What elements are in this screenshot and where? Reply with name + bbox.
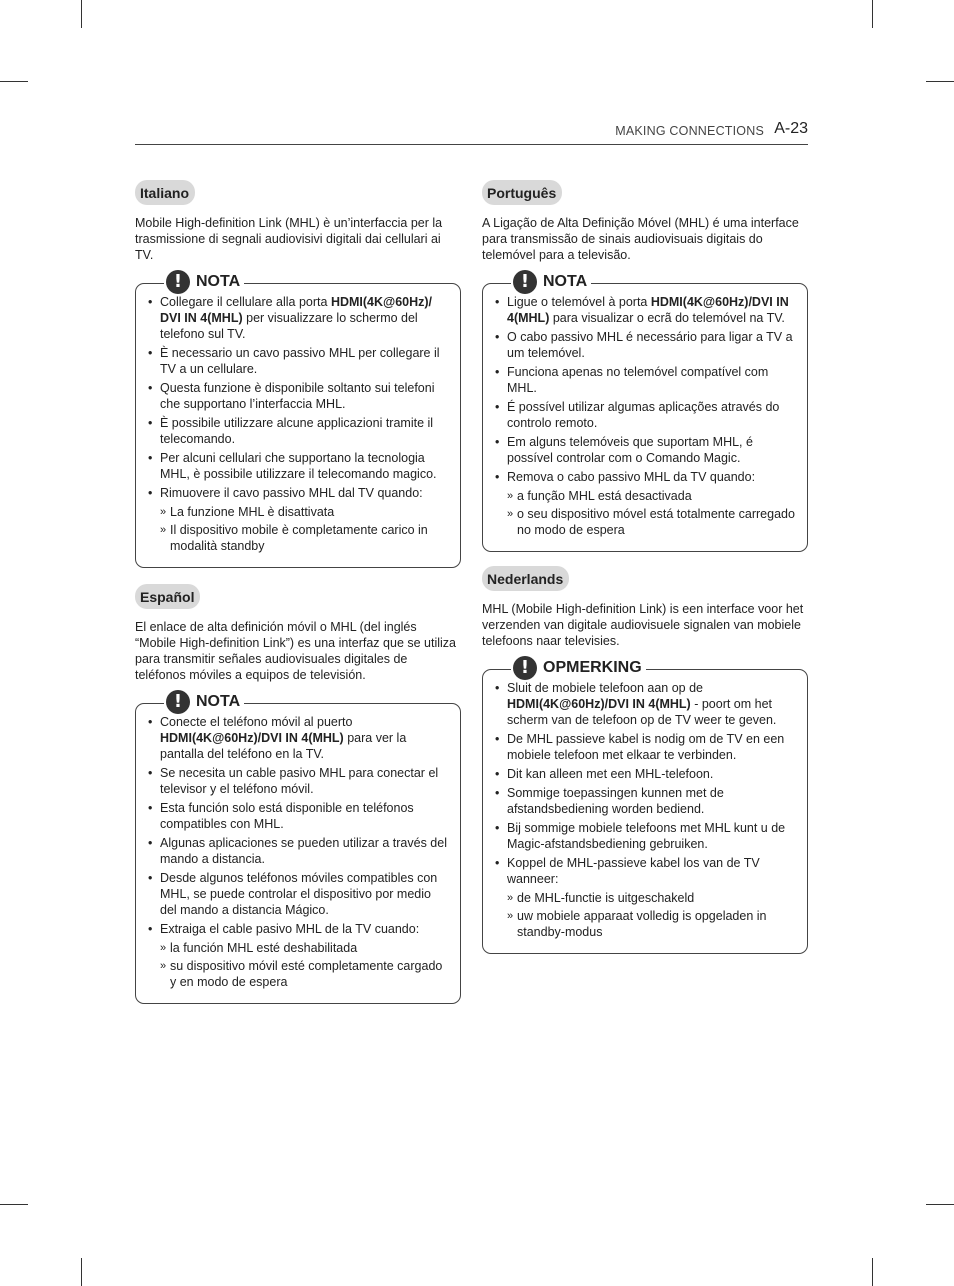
bullet-icon: • xyxy=(148,416,153,430)
note-item xyxy=(495,855,795,940)
note-item-text: De MHL passieve kabel is nodig om de TV en een mobiele telefoon met elkaar te verbinden. xyxy=(507,732,785,762)
note-item-text: Desde algunos teléfonos móviles compatibles con MHL, se puede controlar el dispositivo por medio del mando a distancia Mágico. xyxy=(160,871,438,917)
note-item-text: Sommige toepassingen kunnen met de afstandsbediening worden bediend. xyxy=(507,786,724,816)
sub-item-text: de MHL-functie is uitgeschakeld xyxy=(517,891,695,905)
note-item xyxy=(495,680,795,728)
sub-item-text: uw mobiele apparaat volledig is opgeladen in standby-modus xyxy=(517,909,767,939)
note-item-text: Dit kan alleen met een MHL-telefoon. xyxy=(507,767,714,781)
note-title: NOTA xyxy=(196,273,241,290)
note-box xyxy=(482,271,808,552)
sub-item-text: Il dispositivo mobile è completamente carico in modalità standby xyxy=(170,523,428,553)
note-item xyxy=(495,820,795,852)
sub-bullet-icon: » xyxy=(160,942,167,954)
note-list xyxy=(148,294,448,554)
sub-list xyxy=(160,940,448,990)
note-item xyxy=(495,469,795,538)
note-box xyxy=(482,657,808,954)
note-item xyxy=(148,345,448,377)
intro-text: A Ligação de Alta Definição Móvel (MHL) é uma interface para transmissão de sinais audiovisuais digitais do telemóvel para a televisão. xyxy=(482,216,799,262)
sub-item xyxy=(160,940,448,956)
note-item xyxy=(495,434,795,466)
note-item-text: Rimuovere il cavo passivo MHL dal TV quando: xyxy=(160,486,423,500)
bullet-icon: • xyxy=(495,435,500,449)
note-item-text: Em alguns telemóveis que suportam MHL, é possível controlar com o Comando Magic. xyxy=(507,435,753,465)
note-item-text: È necessario un cavo passivo MHL per collegare il TV a un cellulare. xyxy=(160,346,440,376)
crop-mark xyxy=(81,1258,82,1286)
sub-item xyxy=(160,504,448,520)
sub-item-text: su dispositivo móvil esté completamente cargado y en modo de espera xyxy=(170,959,443,989)
bullet-icon: • xyxy=(148,295,153,309)
crop-mark xyxy=(0,81,28,82)
bullet-icon: • xyxy=(495,821,500,835)
intro-text: MHL (Mobile High-definition Link) is een interface voor het verzenden van digitale audiovisuele signalen van mobiele telefoons naar televisies. xyxy=(482,602,804,648)
sub-list xyxy=(507,488,795,538)
note-item xyxy=(148,835,448,867)
exclamation-icon: ! xyxy=(166,270,190,294)
note-header xyxy=(511,654,646,682)
lang-section-portugues xyxy=(482,180,808,552)
sub-bullet-icon: » xyxy=(160,960,167,972)
port-name: HDMI(4K@60Hz)/ DVI IN 4(MHL) xyxy=(160,295,433,325)
note-item-text: Funciona apenas no telemóvel compatível com MHL. xyxy=(507,365,769,395)
note-item-text: Questa funzione è disponibile soltanto sui telefoni che supportano l’interfaccia MHL. xyxy=(160,381,435,411)
bullet-icon: • xyxy=(495,400,500,414)
note-item-text: Koppel de MHL-passieve kabel los van de TV wanneer: xyxy=(507,856,760,886)
lang-section-nederlands xyxy=(482,566,808,954)
bullet-icon: • xyxy=(495,470,500,484)
note-item-text: Sluit de mobiele telefoon aan op de xyxy=(507,681,703,695)
note-item-text: É possível utilizar algumas aplicações através do controlo remoto. xyxy=(507,400,780,430)
crop-mark xyxy=(81,0,82,28)
sub-bullet-icon: » xyxy=(160,506,167,518)
note-item xyxy=(495,766,795,782)
intro-text: El enlace de alta definición móvil o MHL (del inglés “Mobile High-definition Link”) es una interfaz que se utiliza para transmitir señales audiovisuales digitales de teléfonos móviles a equipos de televisión. xyxy=(135,620,456,682)
note-title: OPMERKING xyxy=(543,659,642,676)
note-item xyxy=(148,870,448,918)
bullet-icon: • xyxy=(148,346,153,360)
note-item-text: Collegare il cellulare alla porta xyxy=(160,295,331,309)
note-item xyxy=(495,399,795,431)
exclamation-icon: ! xyxy=(513,656,537,680)
note-item xyxy=(148,415,448,447)
sub-bullet-icon: » xyxy=(160,524,167,536)
note-item xyxy=(495,785,795,817)
bullet-icon: • xyxy=(148,451,153,465)
note-item xyxy=(148,921,448,990)
note-item xyxy=(148,485,448,554)
note-box xyxy=(135,691,461,1004)
sub-bullet-icon: » xyxy=(507,892,514,904)
crop-mark xyxy=(872,1258,873,1286)
bullet-icon: • xyxy=(148,766,153,780)
note-item xyxy=(148,800,448,832)
lang-section-espanol xyxy=(135,584,461,1004)
note-item-text: per visualizzare lo schermo del telefono sul TV. xyxy=(160,311,418,341)
note-item xyxy=(148,450,448,482)
sub-item xyxy=(160,522,448,554)
right-column xyxy=(482,180,808,954)
sub-bullet-icon: » xyxy=(507,508,514,520)
note-item-text: O cabo passivo MHL é necessário para ligar a TV a um telemóvel. xyxy=(507,330,793,360)
sub-item-text: la función MHL esté deshabilitada xyxy=(170,941,358,955)
note-item-text: Esta función solo está disponible en teléfonos compatibles con MHL. xyxy=(160,801,414,831)
port-name: HDMI(4K@60Hz)/DVI IN 4(MHL) xyxy=(160,731,344,745)
section-title: MAKING CONNECTIONS xyxy=(615,124,764,138)
bullet-icon: • xyxy=(495,786,500,800)
sub-item xyxy=(160,958,448,990)
note-item-text: Per alcuni cellulari che supportano la tecnologia MHL, è possibile utilizzare il telecomando magico. xyxy=(160,451,437,481)
crop-mark xyxy=(926,1204,954,1205)
page-header xyxy=(135,120,808,145)
sub-list xyxy=(507,890,795,940)
sub-item xyxy=(507,890,795,906)
bullet-icon: • xyxy=(148,801,153,815)
bullet-icon: • xyxy=(148,922,153,936)
note-title: NOTA xyxy=(543,273,588,290)
port-name: HDMI(4K@60Hz)/DVI IN 4(MHL) xyxy=(507,295,789,325)
note-title: NOTA xyxy=(196,693,241,710)
bullet-icon: • xyxy=(148,871,153,885)
note-item-text: Se necesita un cable pasivo MHL para conectar el televisor y el teléfono móvil. xyxy=(160,766,439,796)
note-header xyxy=(164,688,244,716)
note-list xyxy=(148,714,448,990)
note-list xyxy=(495,680,795,940)
sub-bullet-icon: » xyxy=(507,490,514,502)
bullet-icon: • xyxy=(495,330,500,344)
bullet-icon: • xyxy=(148,486,153,500)
bullet-icon: • xyxy=(148,836,153,850)
lang-tag: Português xyxy=(482,180,562,205)
bullet-icon: • xyxy=(495,856,500,870)
bullet-icon: • xyxy=(148,715,153,729)
crop-mark xyxy=(926,81,954,82)
note-item-text: para visualizar o ecrã do telemóvel na TV. xyxy=(549,311,785,325)
note-item-text: È possibile utilizzare alcune applicazioni tramite il telecomando. xyxy=(160,416,434,446)
note-item xyxy=(148,380,448,412)
note-item xyxy=(495,329,795,361)
exclamation-icon: ! xyxy=(166,690,190,714)
lang-tag: Italiano xyxy=(135,180,195,205)
note-item-text: Ligue o telemóvel à porta xyxy=(507,295,651,309)
sub-item-text: La funzione MHL è disattivata xyxy=(170,505,335,519)
note-item-text: Algunas aplicaciones se pueden utilizar a través del mando a distancia. xyxy=(160,836,447,866)
bullet-icon: • xyxy=(495,767,500,781)
note-item xyxy=(148,765,448,797)
lang-section-italiano xyxy=(135,180,461,568)
note-item-text: Conecte el teléfono móvil al puerto xyxy=(160,715,353,729)
note-item-text: Bij sommige mobiele telefoons met MHL kunt u de Magic-afstandsbediening gebruiken. xyxy=(507,821,786,851)
bullet-icon: • xyxy=(148,381,153,395)
port-name: HDMI(4K@60Hz)/DVI IN 4(MHL) xyxy=(507,697,691,711)
intro-text: Mobile High-definition Link (MHL) è un’interfaccia per la trasmissione di segnali audiovisivi digitali dai cellulari ai TV. xyxy=(135,216,443,262)
crop-mark xyxy=(0,1204,28,1205)
lang-tag: Español xyxy=(135,584,200,609)
note-box xyxy=(135,271,461,568)
note-item xyxy=(495,364,795,396)
note-item xyxy=(148,294,448,342)
note-item xyxy=(495,731,795,763)
sub-list xyxy=(160,504,448,554)
lang-tag: Nederlands xyxy=(482,566,569,591)
sub-item xyxy=(507,488,795,504)
sub-bullet-icon: » xyxy=(507,910,514,922)
exclamation-icon: ! xyxy=(513,270,537,294)
note-item xyxy=(148,714,448,762)
sub-item xyxy=(507,506,795,538)
sub-item xyxy=(507,908,795,940)
note-item-text: - poort om het scherm van de telefoon op de TV weer te geven. xyxy=(507,697,777,727)
bullet-icon: • xyxy=(495,295,500,309)
note-item-text: Remova o cabo passivo MHL da TV quando: xyxy=(507,470,756,484)
sub-item-text: o seu dispositivo móvel está totalmente carregado no modo de espera xyxy=(517,507,795,537)
note-item-text: para ver la pantalla del teléfono en la TV. xyxy=(160,731,407,761)
sub-item-text: a função MHL está desactivada xyxy=(517,489,692,503)
page-number: A-23 xyxy=(774,120,808,137)
note-list xyxy=(495,294,795,538)
left-column xyxy=(135,180,461,1004)
bullet-icon: • xyxy=(495,365,500,379)
note-item-text: Extraiga el cable pasivo MHL de la TV cuando: xyxy=(160,922,420,936)
note-item xyxy=(495,294,795,326)
bullet-icon: • xyxy=(495,732,500,746)
note-header xyxy=(164,268,244,296)
bullet-icon: • xyxy=(495,681,500,695)
note-header xyxy=(511,268,591,296)
crop-mark xyxy=(872,0,873,28)
